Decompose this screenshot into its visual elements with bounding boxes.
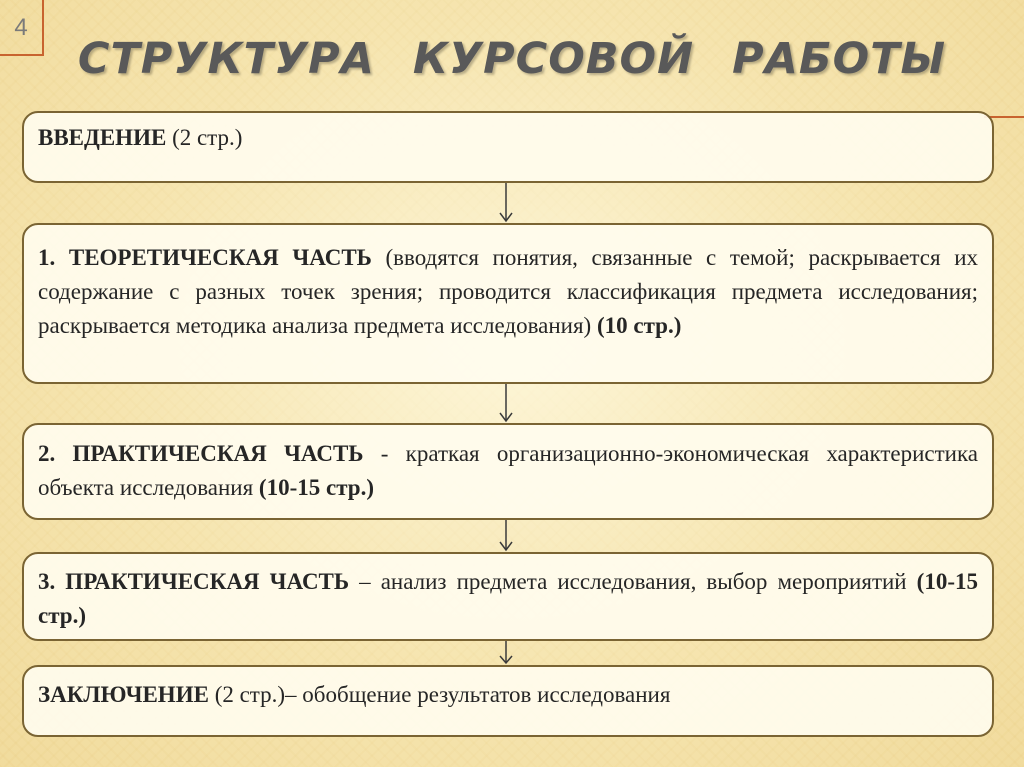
slide-title: СТРУКТУРА КУРСОВОЙ РАБОТЫ	[77, 34, 947, 84]
box-theoretical-text: (вводятся понятия, связанные с темой; раскрывается их содержание с разных точек зрения; проводится классификация предмета исследования; раскрывается методика анализа предмета исследования)	[38, 245, 978, 338]
arrow-down-icon	[499, 520, 513, 552]
box-practical-3-text: – анализ предмета исследования, выбор мероприятий	[349, 569, 917, 594]
box-practical-3-heading: 3. ПРАКТИЧЕСКАЯ ЧАСТЬ	[38, 569, 350, 594]
box-theoretical-pages: (10 стр.)	[596, 313, 682, 338]
arrow-down-icon	[499, 384, 513, 423]
box-introduction	[22, 111, 994, 183]
box-conclusion	[22, 665, 994, 737]
box-theoretical-part	[22, 223, 994, 384]
box-conclusion-text: (2 стр.)– обобщение результатов исследования	[208, 682, 671, 707]
box-practical-part-3	[22, 552, 994, 641]
arrow-down-icon	[499, 641, 513, 665]
box-practical-2-heading: 2. ПРАКТИЧЕСКАЯ ЧАСТЬ	[38, 441, 364, 466]
box-practical-2-pages: (10-15 стр.)	[258, 475, 374, 500]
slide-number: 4	[0, 0, 44, 56]
box-introduction-text: (2 стр.)	[166, 125, 243, 150]
arrow-down-icon	[499, 183, 513, 223]
box-practical-2-text: - краткая организационно-экономическая характеристика объекта исследования	[38, 441, 978, 500]
box-practical-part-2	[22, 423, 994, 520]
box-conclusion-heading: ЗАКЛЮЧЕНИЕ	[38, 682, 209, 707]
box-practical-3-pages: (10-15 стр.)	[38, 569, 978, 628]
box-theoretical-heading: 1. ТЕОРЕТИЧЕСКАЯ ЧАСТЬ	[38, 245, 372, 270]
box-introduction-heading: ВВЕДЕНИЕ	[38, 125, 167, 150]
